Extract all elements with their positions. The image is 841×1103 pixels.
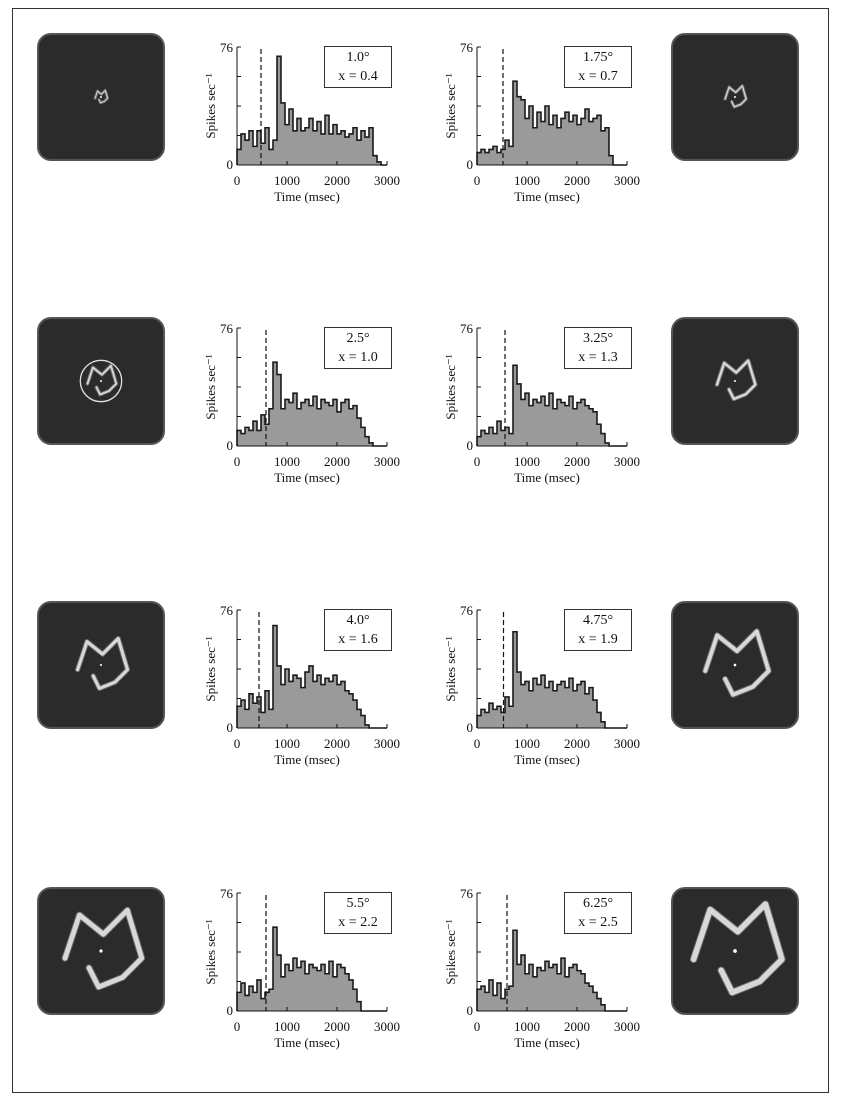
- histogram-bar: [325, 974, 329, 1011]
- angle-label: 3.25°: [582, 331, 614, 346]
- y-tick-label: 0: [466, 157, 473, 172]
- x-tick-label: 2000: [324, 173, 350, 188]
- histogram-bar: [245, 995, 249, 1011]
- fixation-dot: [734, 96, 736, 98]
- wire-object-icon: [673, 889, 797, 1013]
- histogram-bar: [281, 409, 285, 446]
- x-tick-label: 1000: [274, 173, 300, 188]
- histogram-bar: [593, 118, 597, 165]
- x-label: x = 0.7: [578, 69, 618, 84]
- histogram-1: [183, 33, 400, 204]
- histogram-bar: [305, 974, 309, 1011]
- histogram-5: [183, 596, 400, 767]
- stimulus-image-2: [671, 33, 799, 161]
- y-tick-label: 76: [220, 40, 233, 55]
- x-tick-label: 2000: [324, 736, 350, 751]
- histogram-bar: [529, 691, 533, 728]
- histogram-bar: [485, 992, 489, 1011]
- x-label: x = 0.4: [338, 69, 378, 84]
- x-tick-label: 2000: [564, 173, 590, 188]
- histogram-bar: [509, 146, 513, 165]
- wire-object-icon: [39, 35, 163, 159]
- histogram-bar: [521, 685, 525, 728]
- histogram-bar: [325, 403, 329, 446]
- histogram-bar: [253, 703, 257, 728]
- histogram-bar: [241, 434, 245, 446]
- x-tick-label: 1000: [514, 454, 540, 469]
- y-tick-label: 76: [460, 603, 473, 618]
- histogram-bar: [573, 409, 577, 446]
- y-axis-label: Spikes sec⁻¹: [203, 636, 218, 702]
- histogram-bar: [249, 430, 253, 446]
- stimulus-image-3: [37, 317, 165, 445]
- histogram-bar: [517, 964, 521, 1011]
- histogram-bar: [325, 678, 329, 728]
- histogram-bar: [493, 995, 497, 1011]
- histogram-bar: [577, 125, 581, 165]
- histogram-bar: [545, 688, 549, 728]
- y-tick-label: 0: [466, 438, 473, 453]
- histogram-bar: [537, 403, 541, 446]
- histogram-bar: [509, 706, 513, 728]
- stimulus-image-7: [37, 887, 165, 1015]
- legend-box: [324, 892, 392, 934]
- wire-object: [705, 631, 768, 694]
- histogram-bar: [245, 709, 249, 728]
- stimulus-image-8: [671, 887, 799, 1015]
- histogram-bar: [337, 685, 341, 728]
- histogram-bar: [329, 134, 333, 165]
- wire-segments: [705, 631, 768, 694]
- stimulus-image-5: [37, 601, 165, 729]
- x-axis-label: Time (msec): [274, 470, 340, 485]
- wire-object: [725, 86, 746, 107]
- histogram-bar: [269, 149, 273, 165]
- x-label: x = 1.3: [578, 350, 618, 365]
- x-tick-label: 3000: [374, 1019, 400, 1034]
- x-tick-label: 3000: [374, 454, 400, 469]
- x-axis-label: Time (msec): [514, 470, 580, 485]
- y-axis-label: Spikes sec⁻¹: [203, 73, 218, 139]
- histogram-bar: [561, 403, 565, 446]
- y-axis-label: Spikes sec⁻¹: [443, 354, 458, 420]
- histogram-bar: [521, 399, 525, 446]
- y-tick-label: 76: [220, 886, 233, 901]
- y-axis-label: Spikes sec⁻¹: [443, 73, 458, 139]
- histogram-bar: [493, 709, 497, 728]
- histogram-bar: [317, 409, 321, 446]
- histogram-bar: [557, 974, 561, 1011]
- histogram-bar: [585, 983, 589, 1011]
- histogram-bar: [485, 153, 489, 165]
- x-tick-label: 2000: [564, 736, 590, 751]
- histogram-bar: [297, 409, 301, 446]
- x-tick-label: 2000: [564, 1019, 590, 1034]
- histogram-bar: [529, 406, 533, 446]
- histogram-bar: [253, 992, 257, 1011]
- x-tick-label: 1000: [514, 1019, 540, 1034]
- histogram-bar: [525, 118, 529, 165]
- histogram-bar: [269, 709, 273, 728]
- y-tick-label: 76: [460, 886, 473, 901]
- wire-object-icon: [673, 603, 797, 727]
- histogram-bar: [365, 137, 369, 165]
- wire-object: [80, 360, 121, 401]
- angle-label: 6.25°: [582, 896, 614, 911]
- x-axis-label: Time (msec): [274, 1035, 340, 1050]
- wire-segments: [694, 904, 782, 992]
- x-axis-label: Time (msec): [514, 752, 580, 767]
- wire-object-icon: [39, 889, 163, 1013]
- histogram-2: [423, 33, 640, 204]
- histogram-bar: [349, 134, 353, 165]
- stimulus-image-6: [671, 601, 799, 729]
- legend-box: [564, 327, 632, 369]
- x-tick-label: 1000: [514, 736, 540, 751]
- histogram-7: [183, 879, 400, 1050]
- histogram-bar: [577, 971, 581, 1011]
- fixation-dot: [733, 949, 737, 953]
- histogram-8: [423, 879, 640, 1050]
- x-axis-label: Time (msec): [514, 189, 580, 204]
- x-tick-label: 2000: [564, 454, 590, 469]
- histogram-bar: [253, 146, 257, 165]
- legend-box: [324, 609, 392, 651]
- x-tick-label: 1000: [274, 454, 300, 469]
- histogram-bar: [537, 685, 541, 728]
- histogram-bar: [565, 406, 569, 446]
- legend-box: [564, 609, 632, 651]
- histogram-bar: [549, 125, 553, 165]
- histogram-bar: [333, 977, 337, 1011]
- y-tick-label: 0: [226, 157, 233, 172]
- legend-box: [564, 46, 632, 88]
- angle-label: 4.0°: [346, 613, 370, 628]
- x-tick-label: 3000: [374, 173, 400, 188]
- histogram-bar: [565, 688, 569, 728]
- wire-segments: [78, 639, 128, 689]
- histogram-bar: [553, 409, 557, 446]
- x-tick-label: 3000: [614, 1019, 640, 1034]
- histogram-bar: [569, 122, 573, 165]
- y-tick-label: 76: [460, 40, 473, 55]
- wire-object-icon: [673, 35, 797, 159]
- x-axis-label: Time (msec): [514, 1035, 580, 1050]
- x-tick-label: 3000: [614, 736, 640, 751]
- y-axis-label: Spikes sec⁻¹: [203, 354, 218, 420]
- y-tick-label: 76: [220, 321, 233, 336]
- x-tick-label: 1000: [274, 736, 300, 751]
- histogram-bar: [573, 691, 577, 728]
- x-tick-label: 0: [473, 736, 481, 751]
- wire-segments: [65, 910, 142, 987]
- x-label: x = 1.9: [578, 632, 618, 647]
- y-tick-label: 0: [466, 720, 473, 735]
- stimulus-image-1: [37, 33, 165, 161]
- histogram-bar: [589, 122, 593, 165]
- y-tick-label: 76: [460, 321, 473, 336]
- histogram-bar: [345, 691, 349, 728]
- histogram-bar: [589, 409, 593, 446]
- wire-object: [717, 361, 755, 399]
- histogram-bar: [305, 128, 309, 165]
- histogram-6: [423, 596, 640, 767]
- histogram-bar: [541, 971, 545, 1011]
- histogram-bar: [345, 137, 349, 165]
- histogram-bar: [337, 134, 341, 165]
- histogram-bar: [293, 131, 297, 165]
- wire-object: [65, 910, 142, 987]
- figure-frame: [12, 8, 829, 1093]
- histogram-bar: [301, 131, 305, 165]
- histogram-bar: [289, 971, 293, 1011]
- x-tick-label: 0: [233, 736, 241, 751]
- histogram-bar: [301, 688, 305, 728]
- angle-label: 5.5°: [346, 896, 370, 911]
- histogram-bar: [601, 131, 605, 165]
- histogram-bar: [541, 122, 545, 165]
- histogram-bar: [329, 681, 333, 728]
- x-tick-label: 0: [473, 1019, 481, 1034]
- wire-object-icon: [673, 319, 797, 443]
- histogram-bar: [357, 140, 361, 165]
- histogram-bar: [317, 971, 321, 1011]
- wire-object-icon: [39, 603, 163, 727]
- x-label: x = 2.2: [338, 915, 378, 930]
- histogram-bar: [585, 406, 589, 446]
- x-tick-label: 2000: [324, 1019, 350, 1034]
- x-tick-label: 3000: [374, 736, 400, 751]
- histogram-bar: [281, 977, 285, 1011]
- y-axis-label: Spikes sec⁻¹: [443, 636, 458, 702]
- histogram-bar: [289, 403, 293, 446]
- histogram-bar: [509, 434, 513, 446]
- x-tick-label: 0: [233, 173, 241, 188]
- histogram-bar: [493, 434, 497, 446]
- x-tick-label: 1000: [514, 173, 540, 188]
- fixation-dot: [99, 949, 102, 952]
- fixation-dot: [100, 380, 102, 382]
- fixation-dot: [734, 380, 736, 382]
- histogram-bar: [565, 977, 569, 1011]
- angle-label: 4.75°: [582, 613, 614, 628]
- histogram-3: [183, 314, 400, 485]
- histogram-bar: [313, 131, 317, 165]
- histogram-bar: [533, 977, 537, 1011]
- y-axis-label: Spikes sec⁻¹: [203, 919, 218, 985]
- histogram-bar: [285, 125, 289, 165]
- fixation-dot: [734, 664, 737, 667]
- x-tick-label: 2000: [324, 454, 350, 469]
- histogram-bar: [297, 968, 301, 1011]
- histogram-bar: [553, 691, 557, 728]
- histogram-bar: [585, 694, 589, 728]
- histogram-bar: [293, 675, 297, 728]
- histogram-4: [423, 314, 640, 485]
- histogram-bar: [329, 406, 333, 446]
- histogram-bar: [485, 434, 489, 446]
- angle-label: 2.5°: [346, 331, 370, 346]
- stimulus-image-4: [671, 317, 799, 445]
- wire-object-icon: [39, 319, 163, 443]
- x-tick-label: 0: [473, 454, 481, 469]
- legend-box: [324, 46, 392, 88]
- x-tick-label: 0: [233, 1019, 241, 1034]
- y-tick-label: 76: [220, 603, 233, 618]
- histogram-bar: [533, 128, 537, 165]
- x-tick-label: 1000: [274, 1019, 300, 1034]
- histogram-bar: [337, 412, 341, 446]
- x-axis-label: Time (msec): [274, 752, 340, 767]
- legend-box: [324, 327, 392, 369]
- y-tick-label: 0: [226, 438, 233, 453]
- y-tick-label: 0: [466, 1003, 473, 1018]
- histogram-bar: [245, 140, 249, 165]
- wire-object: [78, 639, 128, 689]
- y-tick-label: 0: [226, 720, 233, 735]
- wire-object: [694, 904, 782, 992]
- histogram-bar: [517, 97, 521, 165]
- angle-label: 1.75°: [582, 50, 614, 65]
- x-axis-label: Time (msec): [274, 189, 340, 204]
- histogram-bar: [349, 409, 353, 446]
- histogram-bar: [485, 712, 489, 728]
- fixation-dot: [100, 664, 102, 666]
- histogram-bar: [557, 128, 561, 165]
- x-label: x = 1.0: [338, 350, 378, 365]
- histogram-bar: [281, 685, 285, 728]
- y-axis-label: Spikes sec⁻¹: [443, 919, 458, 985]
- histogram-bar: [257, 430, 261, 446]
- histogram-bar: [313, 681, 317, 728]
- x-tick-label: 0: [473, 173, 481, 188]
- legend-box: [564, 892, 632, 934]
- x-label: x = 1.6: [338, 632, 378, 647]
- x-tick-label: 3000: [614, 173, 640, 188]
- histogram-bar: [321, 134, 325, 165]
- x-label: x = 2.5: [578, 915, 618, 930]
- histogram-bar: [261, 143, 265, 165]
- x-tick-label: 3000: [614, 454, 640, 469]
- histogram-bar: [321, 685, 325, 728]
- angle-label: 1.0°: [346, 50, 370, 65]
- wire-object: [95, 90, 108, 102]
- histogram-bar: [309, 406, 313, 446]
- histogram-bar: [501, 430, 505, 446]
- y-tick-label: 0: [226, 1003, 233, 1018]
- histogram-bar: [549, 968, 553, 1011]
- histogram-bar: [497, 153, 501, 165]
- histogram-bar: [289, 681, 293, 728]
- histogram-bar: [261, 712, 265, 728]
- histogram-bar: [501, 999, 505, 1011]
- histogram-bar: [313, 968, 317, 1011]
- histogram-bar: [525, 974, 529, 1011]
- histogram-bar: [545, 406, 549, 446]
- x-tick-label: 0: [233, 454, 241, 469]
- fixation-dot: [100, 96, 102, 98]
- histogram-bar: [261, 999, 265, 1011]
